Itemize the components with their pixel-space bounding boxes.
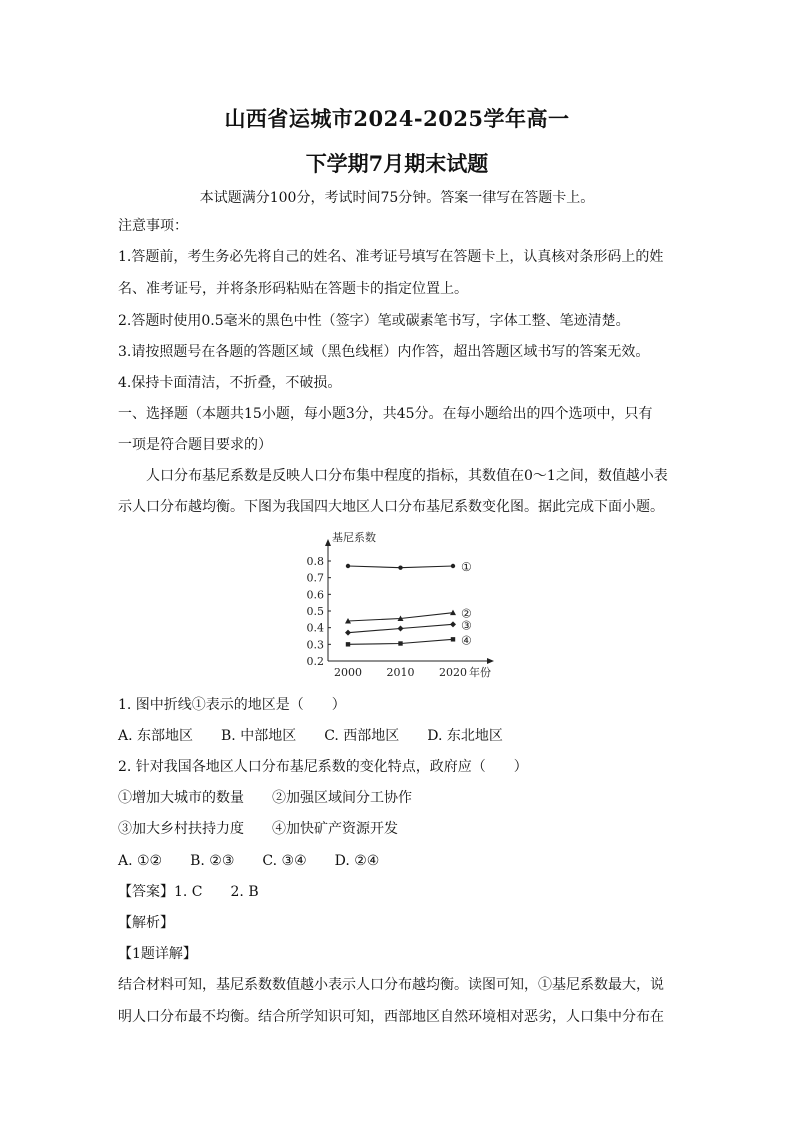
notes-heading: 注意事项：	[118, 218, 188, 234]
note-line: 2.答题时使用0.5毫米的黑色中性（签字）笔或碳素笔书写，字体工整、笔迹清楚。	[118, 313, 630, 329]
note-line: 4.保持卡面清洁，不折叠，不破损。	[118, 375, 342, 391]
y-axis-label: 基尼系数	[332, 531, 376, 544]
y-axis-arrow	[325, 539, 331, 546]
data-point	[346, 642, 350, 646]
section-heading-cont: 一项是符合题目要求的）	[118, 437, 272, 453]
series-label: ③	[461, 618, 472, 633]
data-point	[398, 641, 402, 645]
question-2-stem: 2. 针对我国各地区人口分布基尼系数的变化特点，政府应（ ）	[118, 759, 528, 775]
data-point	[346, 564, 350, 568]
data-point	[345, 630, 351, 636]
material-paragraph: 人口分布基尼系数是反映人口分布集中程度的指标，其数值在0～1之间，数值越小表	[146, 468, 668, 484]
question-1-stem: 1. 图中折线①表示的地区是（ ）	[118, 697, 346, 713]
gini-coefficient-chart	[293, 527, 505, 679]
note-line: 1.答题前，考生务必先将自己的姓名、准考证号填写在答题卡上，认真核对条形码上的姓	[118, 249, 664, 265]
question-2-options: A. ①② B. ②③ C. ③④ D. ②④	[118, 853, 380, 869]
x-axis-arrow	[487, 658, 494, 664]
x-tick-label: 2010	[386, 666, 415, 679]
x-tick-label: 2000	[334, 666, 362, 679]
data-point	[450, 621, 456, 627]
y-tick-label: 0.6	[306, 588, 324, 602]
data-point	[451, 637, 455, 641]
data-point	[398, 626, 404, 632]
exam-title-line2: 下学期7月期末试题	[305, 151, 489, 176]
section-heading: 一、选择题（本题共15小题，每小题3分，共45分。在每小题给出的四个选项中，只有	[118, 406, 653, 422]
material-paragraph-cont: 示人口分布越均衡。下图为我国四大地区人口分布基尼系数变化图。据此完成下面小题。	[118, 499, 664, 515]
note-line: 3.请按照题号在各题的答题区域（黑色线框）内作答，超出答题区域书写的答案无效。	[118, 344, 650, 360]
x-axis-label: 年份	[469, 666, 491, 679]
detail-heading: 【1题详解】	[118, 946, 197, 962]
question-2-choices-2: ③加大乡村扶持力度 ④加快矿产资源开发	[118, 821, 398, 837]
series-label: ②	[461, 606, 472, 621]
y-tick-label: 0.4	[306, 621, 324, 635]
y-tick-label: 0.5	[306, 605, 324, 618]
detail-line: 明人口分布最不均衡。结合所学知识可知，西部地区自然环境相对恶劣，人口集中分布在	[118, 1009, 664, 1025]
y-tick-label: 0.7	[306, 571, 324, 585]
exam-title-line1: 山西省运城市2024-2025学年高一	[224, 106, 570, 131]
note-line: 名、准考证号，并将条形码粘贴在答题卡的指定位置上。	[118, 281, 468, 297]
answer-line: 【答案】1. C 2. B	[118, 884, 259, 900]
y-tick-label: 0.8	[306, 555, 324, 568]
y-tick-label: 0.2	[306, 655, 324, 668]
x-tick-label: 2020	[439, 666, 467, 679]
detail-line: 结合材料可知，基尼系数数值越小表示人口分布越均衡。读图可知，①基尼系数最大，说	[118, 977, 664, 993]
y-tick-label: 0.3	[306, 638, 324, 652]
series-label: ①	[461, 560, 472, 574]
data-point	[451, 564, 455, 568]
exam-instructions-summary: 本试题满分100分，考试时间75分钟。答案一律写在答题卡上。	[199, 190, 595, 206]
series-label: ④	[461, 633, 472, 648]
data-point	[398, 565, 402, 569]
question-2-choices-1: ①增加大城市的数量 ②加强区域间分工协作	[118, 790, 412, 806]
question-1-options: A. 东部地区 B. 中部地区 C. 西部地区 D. 东北地区	[118, 728, 503, 744]
analysis-heading: 【解析】	[118, 915, 174, 931]
